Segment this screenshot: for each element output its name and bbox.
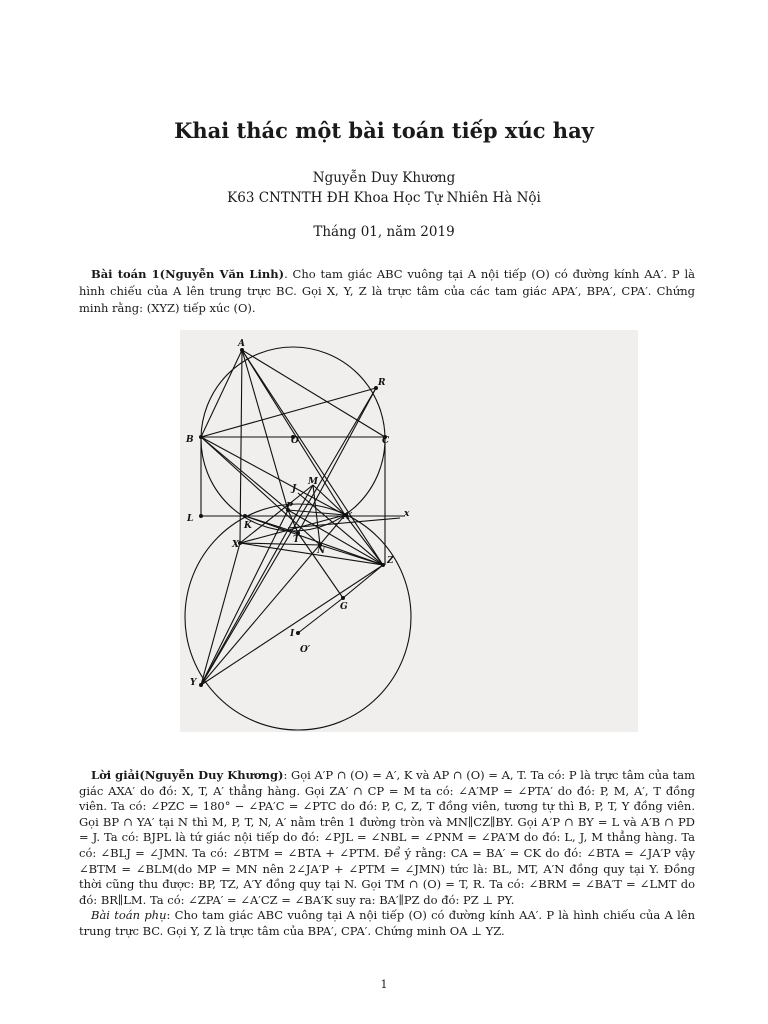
sub-problem <box>79 908 695 939</box>
label-z: Z <box>387 556 394 566</box>
label-a-prime: A′ <box>343 512 353 522</box>
problem-statement <box>79 266 695 317</box>
label-c: C <box>382 436 390 446</box>
label-k: K <box>244 521 252 531</box>
geometry-figure <box>180 330 638 732</box>
subproblem-body: : Cho tam giác ABC vuông tại A nội tiếp (O) có đường kính AA′. P là hình chiếu của A lên trung trực BC. Gọi Y, Z là trực tâm của BPA′, CPA′. Chứng minh OA ⊥ YZ. <box>79 908 695 938</box>
label-b: B <box>186 435 194 445</box>
solution-lead: Lời giải(Nguyễn Duy Khương) <box>91 768 284 782</box>
label-n: N <box>317 546 326 556</box>
label-i: I <box>290 629 295 639</box>
label-o-prime: O′ <box>300 645 311 655</box>
solution-body: : Gọi A′P ∩ (O) = A′, K và AP ∩ (O) = A, T. Ta có: P là trực tâm của tam giác AXA′ do đó: X, T, A′ thẳng hàng. Gọi ZA′ ∩ CP = M ta có: ∠A′MP = ∠PTA′ do đó: P, M, A′, T đồng viên. Ta có: ∠PZC = 180° − ∠PA′C = ∠PTC do đó: P, C, Z, T đồng viên, tương tự thì B, P, T, Y đồng viên. Gọi BP ∩ YA′ tại N thì M, P, T, N, A′ nằm trên 1 đường tròn và MN∥CZ∥BY. Gọi A′P ∩ BY = L và A′B ∩ PD = J. Ta có: BJPL là tứ giác nội tiếp do đó: ∠PJL = ∠NBL = ∠PNM = ∠PA′M do đó: L, J, M thẳng hàng. Ta có: ∠BLJ = ∠JMN. Ta có: ∠BTM = ∠BTA + ∠PTM. Để ý rằng: CA = BA′ = CK do đó: ∠BTA = ∠JA′P vậy ∠BTM = ∠BLM(do MP = MN nên 2∠JA′P + ∠PTM = ∠JMN) tức là: BL, MT, A′N đồng quy tại Y. Đồng thời cũng thu được: BP, TZ, A′Y đồng quy tại N. Gọi TM ∩ (O) = T, R. Ta có: ∠BRM = ∠BA′T = ∠LMT do đó: BR∥LM. Ta có: ∠ZPA′ = ∠A′CZ = ∠BA′K suy ra: BA′∥PZ do đó: PZ ⊥ PY. <box>79 768 695 907</box>
label-r: R <box>378 378 386 388</box>
label-p: P <box>286 502 293 512</box>
problem-lead: Bài toán 1(Nguyễn Văn Linh) <box>91 267 285 281</box>
author-name: Nguyễn Duy Khương <box>312 170 456 186</box>
label-o: O <box>291 436 299 446</box>
label-m: M <box>308 477 318 487</box>
label-j: J <box>292 484 297 494</box>
paper-date: Tháng 01, năm 2019 <box>313 224 455 240</box>
page-number: 1 <box>380 978 388 991</box>
label-t: T <box>293 535 300 545</box>
geometry-diagram <box>180 330 638 732</box>
paper-title: Khai thác một bài toán tiếp xúc hay <box>174 118 594 143</box>
label-x-axis: x <box>404 509 410 519</box>
label-y: Y <box>190 678 197 688</box>
label-x: X <box>232 540 239 550</box>
author-affiliation: K63 CNTNTH ĐH Khoa Học Tự Nhiên Hà Nội <box>227 190 541 206</box>
subproblem-lead: Bài toán phụ <box>91 908 167 922</box>
problem-text: . Cho tam giác ABC vuông tại A nội tiếp (O) có đường kính AA′. P là hình chiếu của A lên trung trực BC. Gọi X, Y, Z là trực tâm của các tam giác APA′, BPA′, CPA′. Chứng minh rằng: (XYZ) tiếp xúc (O). <box>79 267 695 315</box>
label-g: G <box>340 602 348 612</box>
label-a: A <box>238 339 245 349</box>
solution-text <box>79 768 695 908</box>
label-l: L <box>187 514 194 524</box>
